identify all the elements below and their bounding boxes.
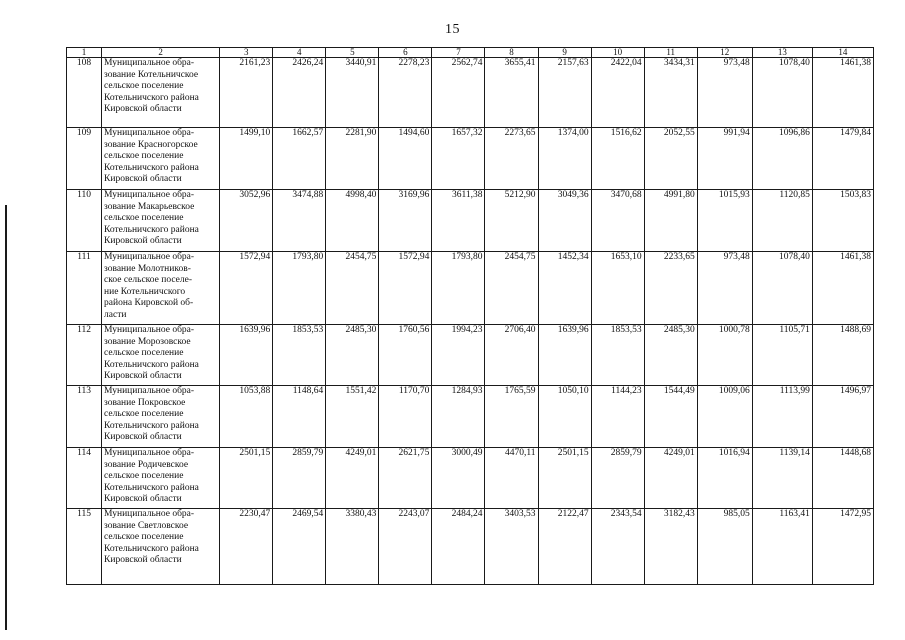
value-cell: 2230,47 [220, 509, 273, 585]
value-cell: 1499,10 [220, 128, 273, 190]
value-cell: 1163,41 [752, 509, 812, 585]
header-cell: 2 [102, 48, 220, 58]
value-cell: 1009,06 [697, 386, 752, 448]
value-cell: 2485,30 [326, 325, 379, 386]
value-cell: 2485,30 [644, 325, 697, 386]
value-cell: 1078,40 [752, 252, 812, 325]
municipality-name: Муниципальное обра- зование Красногорское сельское поселение Котельничского района Кировской области [102, 128, 220, 190]
value-cell: 2278,23 [379, 58, 432, 128]
row-number: 112 [67, 325, 102, 386]
value-cell: 1144,23 [591, 386, 644, 448]
value-cell: 2454,75 [326, 252, 379, 325]
value-cell: 2562,74 [432, 58, 485, 128]
row-number: 108 [67, 58, 102, 128]
header-cell: 4 [273, 48, 326, 58]
value-cell: 2454,75 [485, 252, 538, 325]
value-cell: 2501,15 [538, 448, 591, 509]
row-number: 111 [67, 252, 102, 325]
value-cell: 2859,79 [273, 448, 326, 509]
row-number: 115 [67, 509, 102, 585]
value-cell: 2501,15 [220, 448, 273, 509]
header-cell: 14 [812, 48, 873, 58]
value-cell: 1078,40 [752, 58, 812, 128]
municipality-name: Муниципальное обра- зование Родичевское сельское поселение Котельничского района Кировской области [102, 448, 220, 509]
value-cell: 1284,93 [432, 386, 485, 448]
value-cell: 1544,49 [644, 386, 697, 448]
header-cell: 1 [67, 48, 102, 58]
value-cell: 1572,94 [220, 252, 273, 325]
header-row [67, 48, 874, 58]
value-cell: 2426,24 [273, 58, 326, 128]
value-cell: 4998,40 [326, 190, 379, 252]
value-cell: 2706,40 [485, 325, 538, 386]
table-row [67, 509, 874, 585]
value-cell: 973,48 [697, 58, 752, 128]
table-row [67, 190, 874, 252]
value-cell: 2469,54 [273, 509, 326, 585]
municipality-name: Муниципальное обра- зование Морозовское сельское поселение Котельничского района Кировской области [102, 325, 220, 386]
value-cell: 2273,65 [485, 128, 538, 190]
value-cell: 1096,86 [752, 128, 812, 190]
municipality-name: Муниципальное обра- зование Молотников- ское сельское поселе- ние Котельничского района Кировской об- ласти [102, 252, 220, 325]
table-row [67, 58, 874, 128]
value-cell: 1148,64 [273, 386, 326, 448]
value-cell: 1105,71 [752, 325, 812, 386]
row-number: 110 [67, 190, 102, 252]
value-cell: 1461,38 [812, 58, 873, 128]
value-cell: 2233,65 [644, 252, 697, 325]
value-cell: 3655,41 [485, 58, 538, 128]
value-cell: 1015,93 [697, 190, 752, 252]
value-cell: 1488,69 [812, 325, 873, 386]
page-number: 15 [445, 22, 460, 37]
value-cell: 2859,79 [591, 448, 644, 509]
value-cell: 2052,55 [644, 128, 697, 190]
value-cell: 1551,42 [326, 386, 379, 448]
row-number: 109 [67, 128, 102, 190]
value-cell: 5212,90 [485, 190, 538, 252]
value-cell: 3470,68 [591, 190, 644, 252]
value-cell: 3052,96 [220, 190, 273, 252]
value-cell: 1479,84 [812, 128, 873, 190]
value-cell: 1503,83 [812, 190, 873, 252]
row-number: 113 [67, 386, 102, 448]
value-cell: 3000,49 [432, 448, 485, 509]
value-cell: 4249,01 [644, 448, 697, 509]
value-cell: 3380,43 [326, 509, 379, 585]
value-cell: 1472,95 [812, 509, 873, 585]
value-cell: 1000,78 [697, 325, 752, 386]
value-cell: 1053,88 [220, 386, 273, 448]
table-row [67, 325, 874, 386]
value-cell: 1494,60 [379, 128, 432, 190]
value-cell: 985,05 [697, 509, 752, 585]
header-cell: 3 [220, 48, 273, 58]
value-cell: 1496,97 [812, 386, 873, 448]
value-cell: 4470,11 [485, 448, 538, 509]
value-cell: 4249,01 [326, 448, 379, 509]
value-cell: 1452,34 [538, 252, 591, 325]
municipality-name: Муниципальное обра- зование Покровское сельское поселение Котельничского района Кировской области [102, 386, 220, 448]
value-cell: 2621,75 [379, 448, 432, 509]
value-cell: 1653,10 [591, 252, 644, 325]
value-cell: 1765,59 [485, 386, 538, 448]
header-cell: 6 [379, 48, 432, 58]
header-cell: 9 [538, 48, 591, 58]
value-cell: 2243,07 [379, 509, 432, 585]
value-cell: 1572,94 [379, 252, 432, 325]
table-row [67, 448, 874, 509]
value-cell: 1639,96 [220, 325, 273, 386]
value-cell: 1139,14 [752, 448, 812, 509]
value-cell: 1793,80 [273, 252, 326, 325]
municipality-name: Муниципальное обра- зование Макарьевское сельское поселение Котельничского района Кировской области [102, 190, 220, 252]
value-cell: 3611,38 [432, 190, 485, 252]
header-cell: 11 [644, 48, 697, 58]
value-cell: 2157,63 [538, 58, 591, 128]
value-cell: 3049,36 [538, 190, 591, 252]
value-cell: 1016,94 [697, 448, 752, 509]
table-row [67, 128, 874, 190]
header-cell: 8 [485, 48, 538, 58]
value-cell: 2422,04 [591, 58, 644, 128]
value-cell: 991,94 [697, 128, 752, 190]
value-cell: 2122,47 [538, 509, 591, 585]
municipality-name: Муниципальное обра- зование Котельничское сельское поселение Котельничского района Кировской области [102, 58, 220, 128]
value-cell: 973,48 [697, 252, 752, 325]
header-cell: 7 [432, 48, 485, 58]
value-cell: 1461,38 [812, 252, 873, 325]
value-cell: 2484,24 [432, 509, 485, 585]
value-cell: 3434,31 [644, 58, 697, 128]
value-cell: 1050,10 [538, 386, 591, 448]
value-cell: 3182,43 [644, 509, 697, 585]
value-cell: 1639,96 [538, 325, 591, 386]
value-cell: 1657,32 [432, 128, 485, 190]
data-table [66, 47, 874, 585]
value-cell: 4991,80 [644, 190, 697, 252]
value-cell: 3440,91 [326, 58, 379, 128]
value-cell: 1448,68 [812, 448, 873, 509]
table-row [67, 386, 874, 448]
value-cell: 1113,99 [752, 386, 812, 448]
row-number: 114 [67, 448, 102, 509]
page-edge-line [5, 205, 7, 630]
value-cell: 1516,62 [591, 128, 644, 190]
value-cell: 1120,85 [752, 190, 812, 252]
value-cell: 1760,56 [379, 325, 432, 386]
value-cell: 1374,00 [538, 128, 591, 190]
table-row [67, 252, 874, 325]
value-cell: 2161,23 [220, 58, 273, 128]
value-cell: 1170,70 [379, 386, 432, 448]
value-cell: 1853,53 [591, 325, 644, 386]
value-cell: 3169,96 [379, 190, 432, 252]
municipality-name: Муниципальное обра- зование Светловское сельское поселение Котельничского района Кировской области [102, 509, 220, 585]
value-cell: 3403,53 [485, 509, 538, 585]
header-cell: 13 [752, 48, 812, 58]
value-cell: 2343,54 [591, 509, 644, 585]
value-cell: 1662,57 [273, 128, 326, 190]
value-cell: 1994,23 [432, 325, 485, 386]
header-cell: 12 [697, 48, 752, 58]
value-cell: 1853,53 [273, 325, 326, 386]
header-cell: 10 [591, 48, 644, 58]
value-cell: 3474,88 [273, 190, 326, 252]
value-cell: 2281,90 [326, 128, 379, 190]
value-cell: 1793,80 [432, 252, 485, 325]
header-cell: 5 [326, 48, 379, 58]
